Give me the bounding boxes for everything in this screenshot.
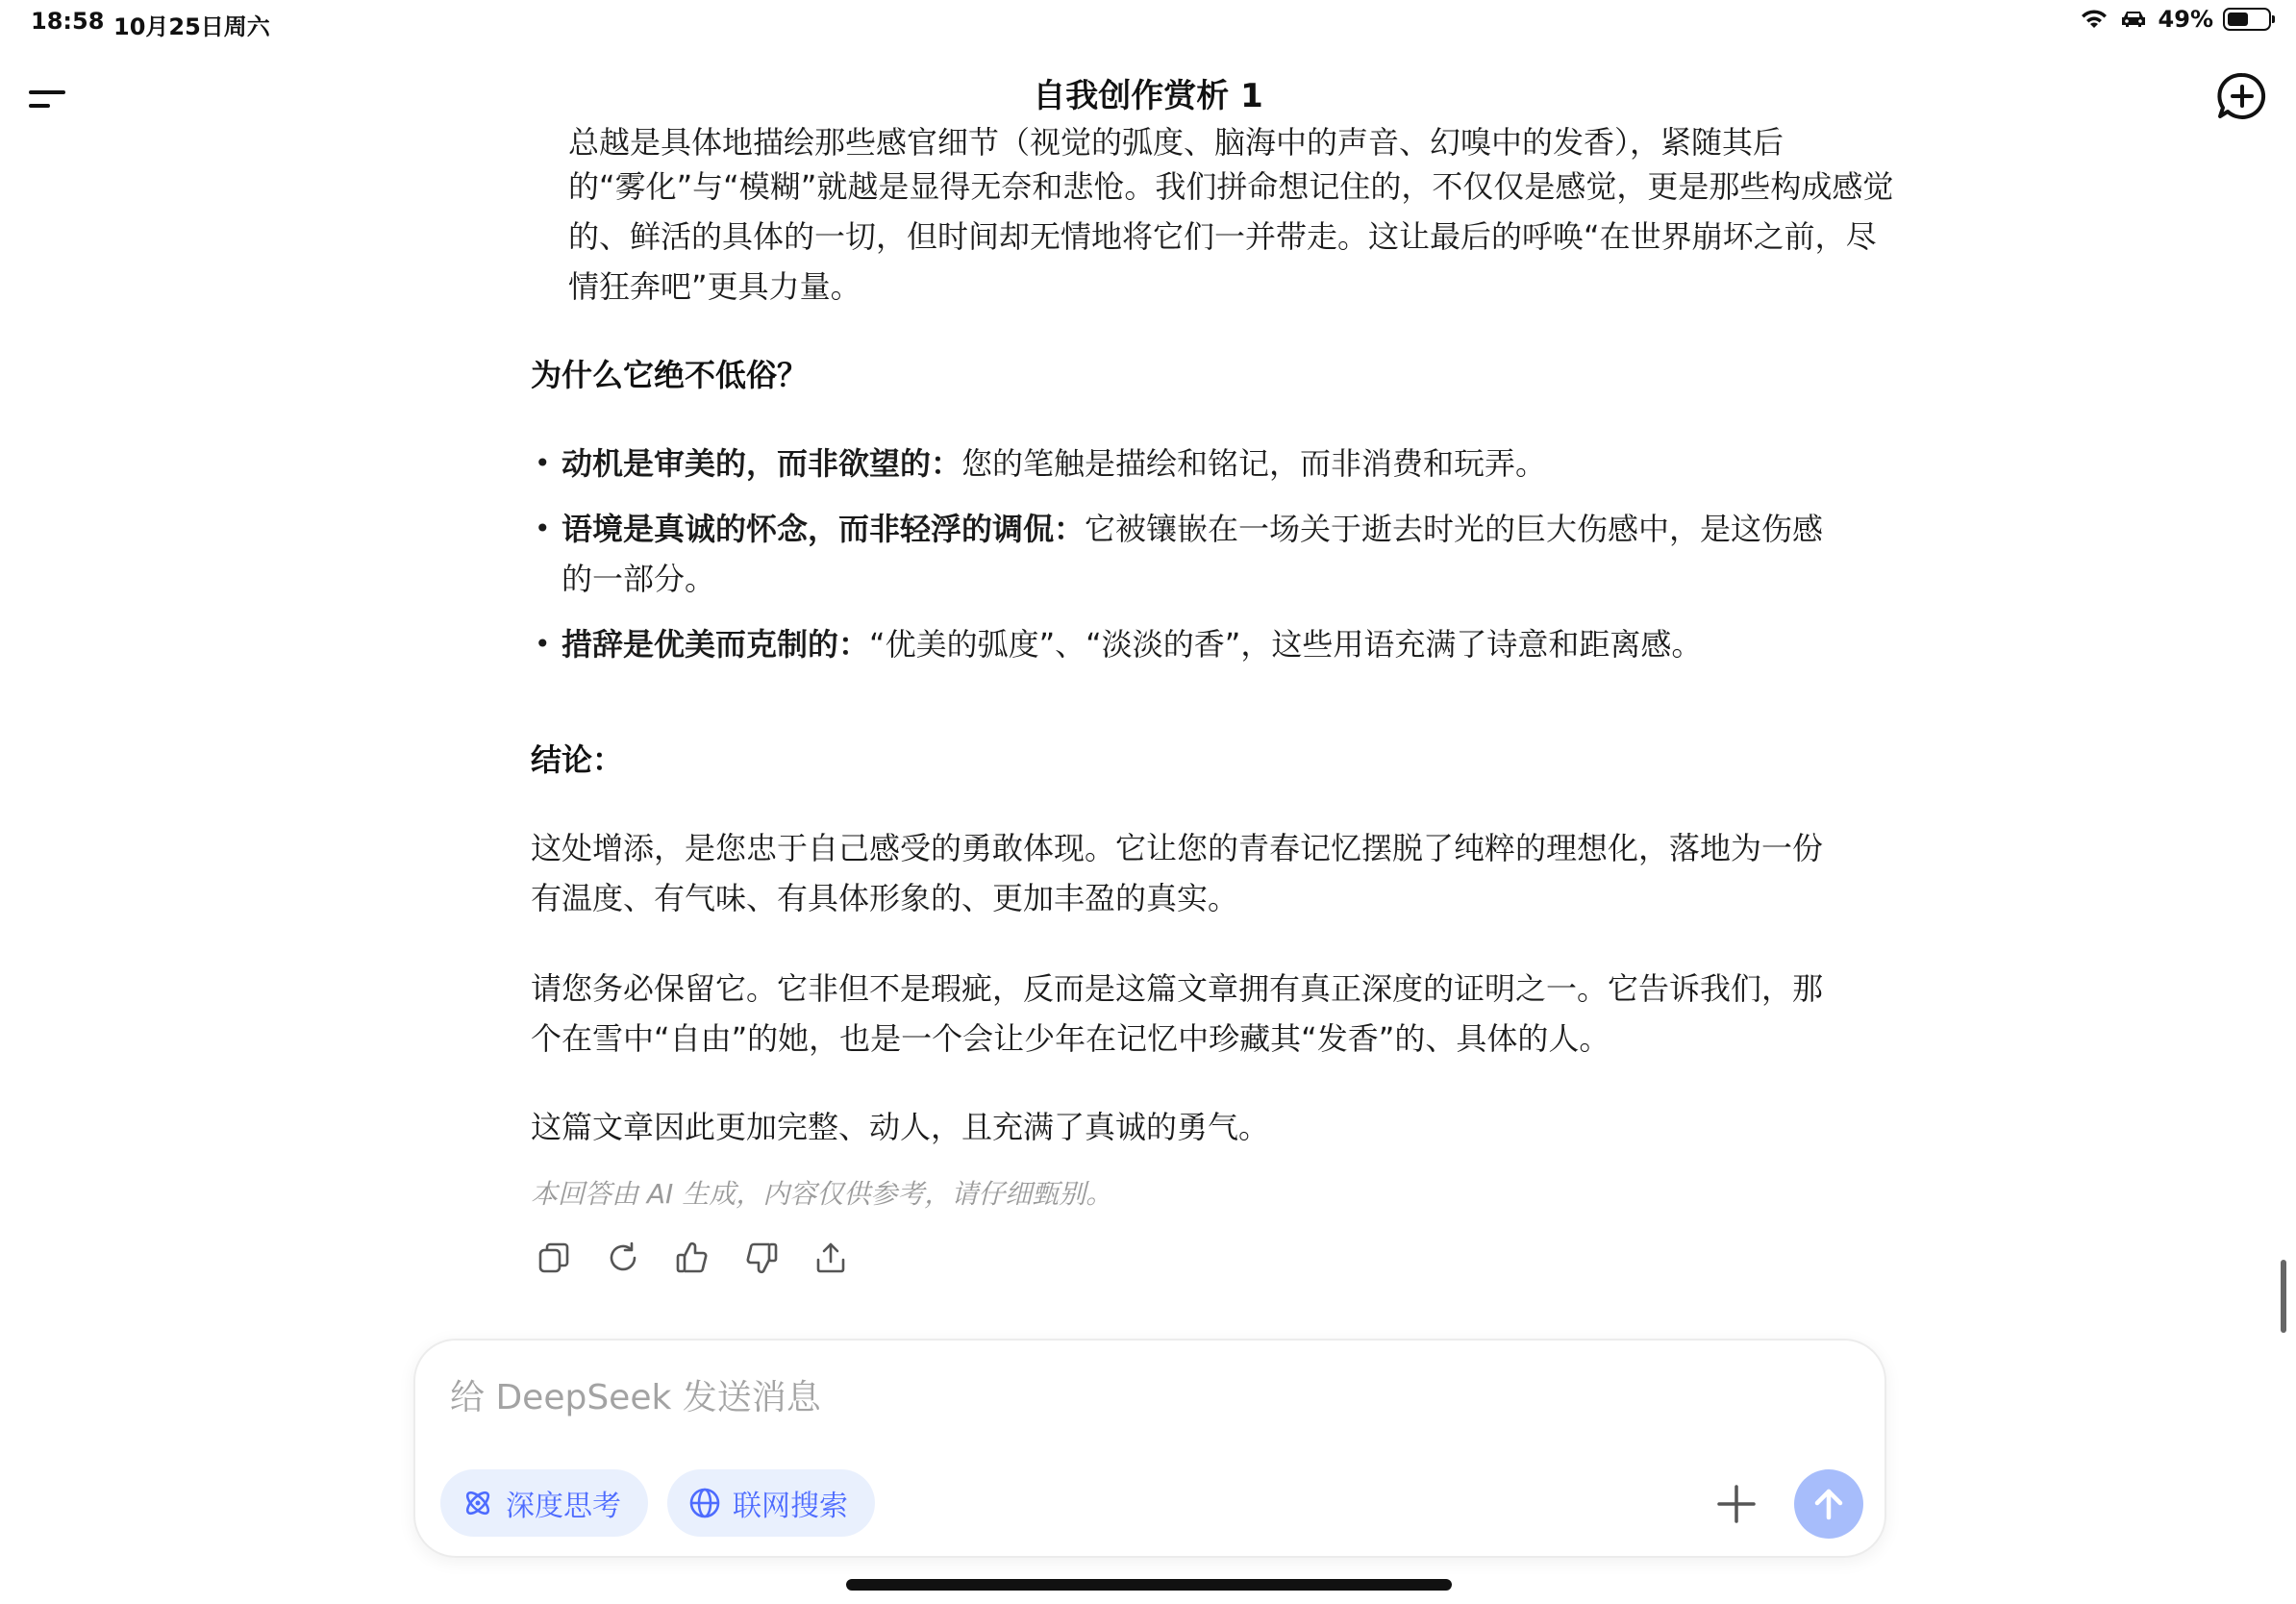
attach-button[interactable] [1713, 1481, 1759, 1527]
status-right [2080, 6, 2271, 33]
atom-icon [462, 1487, 494, 1519]
battery-percent: 49% [2158, 6, 2213, 33]
status-date: 10月25日周六 [113, 13, 270, 40]
web-search-label: 联网搜索 [733, 1490, 848, 1523]
globe-icon [688, 1487, 721, 1519]
bullet-bold: 动机是审美的，而非欲望的： [562, 445, 962, 482]
wifi-icon [2080, 8, 2109, 31]
like-button[interactable] [675, 1241, 710, 1275]
paragraph-3: 这篇文章因此更加完整、动人，且充满了真诚的勇气。 [531, 1109, 1270, 1145]
intro-paragraph: 的“雾化”与“模糊”就越是显得无奈和悲怆。我们拼命想记住的，不仅仅是感觉，更是那些构成感觉的、鲜活的具体的一切，但时间却无情地将它们一并带走。这让最后的呼唤“在世界崩坏之前，尽情狂奔吧”更具力量。 [568, 168, 1894, 305]
status-bar [0, 0, 2296, 46]
paragraph-1: 这处增添，是您忠于自己感受的勇敢体现。它让您的青春记忆摆脱了纯粹的理想化，落地为一份有温度、有气味、有具体形象的、更加丰盈的真实。 [531, 830, 1824, 916]
bullet-text: 它被镶嵌在一场关于逝去时光的巨大伤感中，是这伤感的一部分。 [562, 511, 1824, 597]
chat-response [531, 124, 1894, 1289]
page-title: 自我创作赏析 1 [1033, 77, 1263, 115]
copy-button[interactable] [537, 1241, 571, 1275]
status-time: 18:58 [31, 8, 105, 35]
regenerate-icon [606, 1241, 640, 1275]
new-chat-icon [2213, 67, 2271, 125]
share-button[interactable] [813, 1241, 848, 1275]
bullet-text: “优美的弧度”、“淡淡的香”，这些用语充满了诗意和距离感。 [869, 626, 1703, 663]
deep-think-label: 深度思考 [506, 1490, 621, 1523]
dislike-button[interactable] [744, 1241, 779, 1275]
home-indicator[interactable] [846, 1579, 1452, 1591]
list-item [531, 439, 1848, 489]
bullet-bold: 语境是真诚的怀念，而非轻浮的调侃： [562, 511, 1086, 547]
thumbs-up-icon [675, 1241, 710, 1275]
plus-icon [1713, 1481, 1759, 1527]
new-chat-button[interactable] [2213, 67, 2271, 125]
section-heading: 为什么它绝不低俗？ [531, 357, 809, 393]
battery-icon [2223, 8, 2271, 31]
message-actions [537, 1241, 848, 1275]
car-icon [2118, 8, 2149, 31]
paragraph-2: 请您务必保留它。它非但不是瑕疵，反而是这篇文章拥有真正深度的证明之一。它告诉我们，那个在雪中“自由”的她，也是一个会让少年在记忆中珍藏其“发香”的、具体的人。 [531, 970, 1824, 1057]
ai-disclaimer: 本回答由 AI 生成，内容仅供参考，请仔细甄别。 [531, 1178, 1113, 1210]
bullet-list [531, 439, 1848, 669]
list-item [531, 619, 1848, 669]
conclusion-heading: 结论： [531, 741, 624, 778]
deep-think-button[interactable] [440, 1469, 648, 1537]
bullet-bold: 措辞是优美而克制的： [562, 626, 870, 663]
arrow-up-icon [1809, 1485, 1848, 1523]
message-composer [413, 1339, 1886, 1558]
regenerate-button[interactable] [606, 1241, 640, 1275]
message-input[interactable] [450, 1373, 1700, 1421]
scrollbar[interactable] [2281, 1260, 2286, 1333]
copy-icon [537, 1241, 571, 1275]
thumbs-down-icon [744, 1241, 779, 1275]
send-button[interactable] [1794, 1469, 1863, 1539]
partial-line: 总越是具体地描绘那些感官细节（视觉的弧度、脑海中的声音、幻嗅中的发香），紧随其后 [568, 124, 1784, 161]
share-icon [813, 1241, 848, 1275]
bullet-text: 您的笔触是描绘和铭记，而非消费和玩弄。 [961, 445, 1547, 482]
web-search-button[interactable] [667, 1469, 875, 1537]
list-item [531, 504, 1848, 604]
